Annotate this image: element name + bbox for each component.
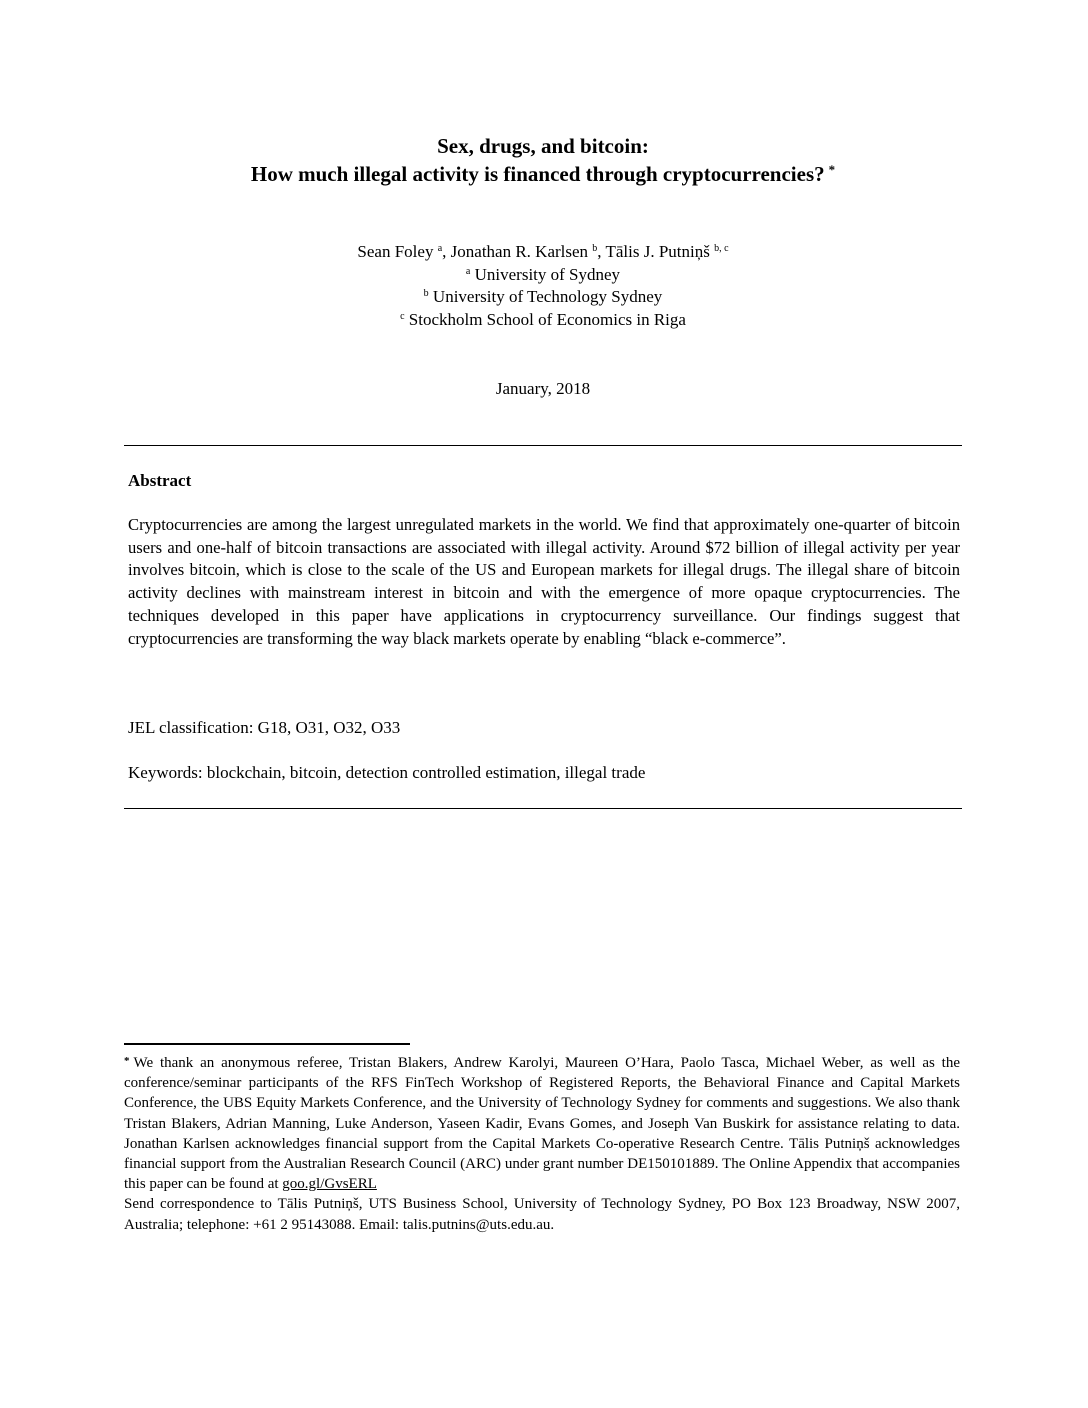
title-line-2 [124, 160, 962, 188]
title-line-1: Sex, drugs, and bitcoin: [437, 134, 649, 158]
abstract-text: Cryptocurrencies are among the largest unregulated markets in the world. We find that approximately one-quarter of bitcoin users and one-half of bitcoin transactions are associated with illegal activity. Around $72 billion of illegal activity per year involves bitcoin, which is close to the scale of the US and European markets for illegal drugs. The illegal share of bitcoin activity declines with mainstream interest in bitcoin and with the emergence of more opaque cryptocurrencies. The techniques developed in this paper have applications in cryptocurrency surveillance. Our findings suggest that cryptocurrencies are transforming the way black markets operate by enabling “black e-commerce”. [128, 515, 960, 648]
author-affiliation-mark: b [592, 243, 598, 254]
affiliation [124, 309, 962, 332]
online-appendix-link[interactable]: goo.gl/GvsERL [282, 1176, 377, 1193]
affiliation [124, 286, 962, 309]
author-name: Jonathan R. Karlsen [450, 242, 589, 261]
author-name: Tālis J. Putniņš [605, 242, 710, 261]
footnote-thanks-text: We thank an anonymous referee, Tristan Blakers, Andrew Karolyi, Maureen O’Hara, Paolo Tasca, Michael Weber, as well as the conference/seminar participants of the RFS FinTech Workshop of Registered Reports, the Behavioral Finance and Capital Markets Conference, the UBS Equity Markets Conference, and the University of Technology Sydney for comments and suggestions. We also thank Tristan Blakers, Adrian Manning, Luke Anderson, Yaseen Kadir, Evans Gomes, and Joseph Van Buskirk for assistance relating to data. Jonathan Karlsen acknowledges financial support from the Capital Markets Co-operative Research Centre. Tālis Putniņš acknowledges financial support from the Australian Research Council (ARC) under grant number DE150101889. The Online Appendix that accompanies this paper can be found at [124, 1055, 960, 1193]
affiliation-name: University of Sydney [474, 264, 621, 284]
affiliation-mark: a [465, 265, 471, 277]
bottom-divider [124, 808, 962, 809]
author-list [124, 241, 962, 264]
footnote [124, 1053, 960, 1235]
paper-title [124, 132, 962, 188]
title-line-2-text: How much illegal activity is financed through cryptocurrencies? [250, 162, 825, 186]
title-footnote-mark[interactable]: * [828, 162, 836, 177]
publication-date: January, 2018 [495, 379, 591, 398]
keywords: Keywords: blockchain, bitcoin, detection controlled estimation, illegal trade [128, 763, 646, 782]
author-affiliation-mark: b, c [714, 243, 729, 254]
footnote-mark: * [124, 1055, 130, 1067]
affiliation-name: Stockholm School of Economics in Riga [408, 309, 686, 329]
abstract-heading: Abstract [128, 471, 192, 490]
footnote-acknowledgements [124, 1053, 960, 1194]
top-divider [124, 445, 962, 446]
author-separator: , [442, 242, 451, 261]
affiliation-mark: b [423, 288, 429, 299]
affiliation-name: University of Technology Sydney [432, 287, 663, 306]
author-name: Sean Foley [357, 242, 434, 261]
footnote-correspondence: Send correspondence to Tālis Putniņš, UTS Business School, University of Technology Sydney, PO Box 123 Broadway, NSW 2007, Australia; telephone: +61 2 95143088. Email: talis.putnins@uts.edu.au. [124, 1196, 960, 1233]
jel-classification: JEL classification: G18, O31, O32, O33 [128, 718, 401, 737]
affiliation-mark: c [400, 310, 405, 322]
author-block [124, 241, 962, 331]
author-separator: , [597, 242, 606, 261]
footnote-separator [124, 1043, 410, 1045]
affiliation [124, 264, 962, 287]
author-affiliation-mark: a [437, 243, 443, 254]
